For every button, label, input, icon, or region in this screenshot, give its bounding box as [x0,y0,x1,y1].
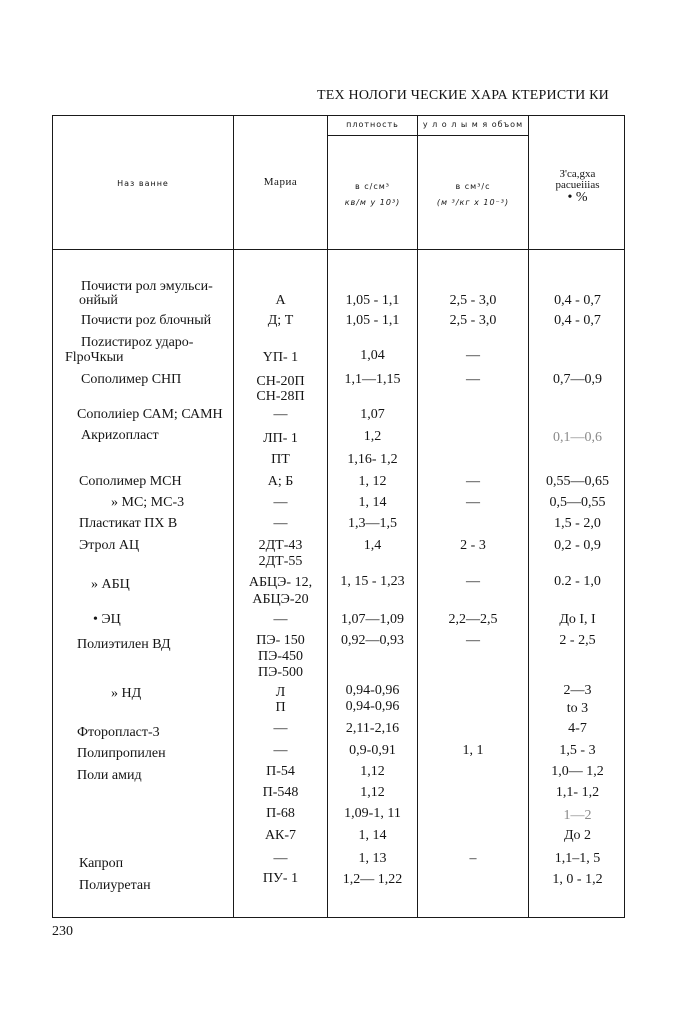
header-grade: Мариа [263,176,298,188]
grade: А; Б [267,474,294,489]
material-name: Пластикат ПХ В [79,516,178,531]
shrinkage: 0,7—0,9 [553,372,602,387]
material-name: Капроп [79,856,124,871]
grade: ПЭ-500 [257,665,303,680]
grade: Д; Т [267,313,294,328]
grade: ПЭ-450 [257,649,303,664]
material-name: Этрол АЦ [79,538,140,553]
shrinkage: 1,1–1, 5 [554,851,601,866]
grade: — [273,516,288,531]
material-name: Поzистироz ударо- [81,335,194,350]
shrinkage: До I, I [559,612,596,627]
density: 1,12 [360,764,385,779]
density: 1,12 [360,785,385,800]
density: 1,4 [363,538,382,553]
grade: — [273,721,288,736]
shrinkage: 0,2 - 0,9 [554,538,601,553]
header-density-unit: в с/см³ [355,182,390,191]
density: 0,9-0,91 [349,743,396,758]
material-name: онйый [79,293,118,308]
grade: П-54 [266,764,295,779]
header-shrinkage-unit: • % [567,190,588,205]
shrinkage: 1,0— 1,2 [551,764,604,779]
shrinkage: to 3 [566,701,589,716]
specific-volume: 2,2—2,5 [448,612,498,627]
material-name: » НД [111,686,142,701]
header-shrinkage-mid: pacueiiias [555,179,600,191]
grade: — [273,495,288,510]
density: 1, 13 [358,851,387,866]
grade: СН-20П [256,374,305,389]
grade: — [273,743,288,758]
grade: ПТ [271,452,290,467]
shrinkage: До 2 [563,828,592,843]
specific-volume: — [466,633,480,648]
density: 1, 12 [358,474,387,489]
header-shrinkage-top: З'ca,gxa [559,168,596,180]
header-volume-si: (м ³/кг х 10⁻³) [436,198,510,207]
grade: Л [275,685,286,700]
density: 1,3—1,5 [348,516,397,531]
material-name: Сополимер СНП [81,372,182,387]
material-name: Акриzопласт [81,428,159,443]
header-name: Наз ванне [117,179,169,188]
specific-volume: — [466,474,480,489]
shrinkage: 4-7 [568,721,587,736]
material-name: » АБЦ [91,577,130,592]
specific-volume: — [466,348,480,363]
header-divider [53,249,624,250]
density: 1,07—1,09 [341,612,404,627]
specific-volume: — [466,574,480,589]
grade: 2ДТ-43 [258,538,303,553]
density: 1, 14 [358,828,387,843]
density: 0,92—0,93 [341,633,404,648]
specific-volume: 2,5 - 3,0 [449,313,497,328]
shrinkage: 1—2 [563,808,592,823]
shrinkage: 0,55—0,65 [546,474,609,489]
density: 0,94-0,96 [345,699,400,714]
shrinkage: 0,4 - 0,7 [554,293,601,308]
shrinkage: 1,5 - 2,0 [554,516,601,531]
page-title: ТЕХ НОЛОГИ ЧЕСКИЕ ХАРА КТЕРИСТИ КИ [317,88,609,103]
page-number: 230 [52,924,73,939]
shrinkage: 0,4 - 0,7 [554,313,601,328]
header-specific-volume: у л о л ы м я объом [422,120,524,129]
density: 2,11-2,16 [345,721,400,736]
grade: А [275,293,286,308]
material-name: FlpoЧкыи [65,350,124,365]
grade: ПУ- 1 [262,871,299,886]
material-name: Поли амид [77,768,142,783]
density: 1,2 [363,429,382,444]
material-name: » МС; МС-3 [111,495,185,510]
shrinkage: 0,1—0,6 [553,430,602,445]
material-name: Полипропилен [77,746,166,761]
grade: ПЭ- 150 [256,633,305,648]
specific-volume: — [466,495,480,510]
shrinkage: 2—3 [563,683,592,698]
specific-volume: 2 - 3 [460,538,486,553]
material-name: Фторопласт-3 [77,725,160,740]
density: 1,04 [360,348,385,363]
material-name: Почисти рол эмульси- [81,279,213,294]
density: 1,05 - 1,1 [345,293,400,308]
density: 1,2— 1,22 [342,872,403,887]
material-name: Сополиiер САМ; САМН [77,407,223,422]
grade: АБЦЭ- 12, [248,575,313,590]
density: 1,09-1, 11 [344,806,401,821]
density: 1, 14 [358,495,387,510]
density: 1,07 [360,407,385,422]
material-name: • ЭЦ [93,612,121,627]
properties-table [52,115,625,918]
shrinkage: 1, 0 - 1,2 [552,872,603,887]
shrinkage: 0.2 - 1,0 [554,574,601,589]
material-name: Сополимер МСН [79,474,182,489]
specific-volume: 2,5 - 3,0 [449,293,497,308]
density: 1,16- 1,2 [347,452,398,467]
material-name: Полиуретан [79,878,151,893]
header-density-si: кв/м у 10³) [344,198,401,207]
grade: — [273,407,288,422]
header-subdivider [327,135,528,136]
grade: АБЦЭ-20 [252,592,309,607]
specific-volume: 1, 1 [462,743,484,758]
header-density: плотность [346,120,399,129]
grade: П-68 [266,806,295,821]
shrinkage: 1,5 - 3 [559,743,596,758]
header-volume-unit: в см³/с [455,182,491,191]
grade: — [273,612,288,627]
grade: YП- 1 [262,350,299,365]
shrinkage: 0,5—0,55 [549,495,606,510]
specific-volume: — [466,372,480,387]
density: 1,05 - 1,1 [345,313,400,328]
column-divider [417,116,418,917]
shrinkage: 1,1- 1,2 [555,785,600,800]
specific-volume: – [469,851,477,866]
grade: АК-7 [264,828,297,843]
grade: СН-28П [256,389,305,404]
grade: 2ДТ-55 [258,554,303,569]
density: 1, 15 - 1,23 [340,574,405,589]
grade: П [275,700,286,715]
density: 0,94-0,96 [345,683,400,698]
grade: — [273,851,288,866]
grade: ЛП- 1 [263,431,298,446]
shrinkage: 2 - 2,5 [559,633,596,648]
density: 1,1—1,15 [344,372,401,387]
material-name: Полиэтилен ВД [77,637,171,652]
grade: П-548 [262,785,299,800]
material-name: Почисти роz блочный [81,313,212,328]
